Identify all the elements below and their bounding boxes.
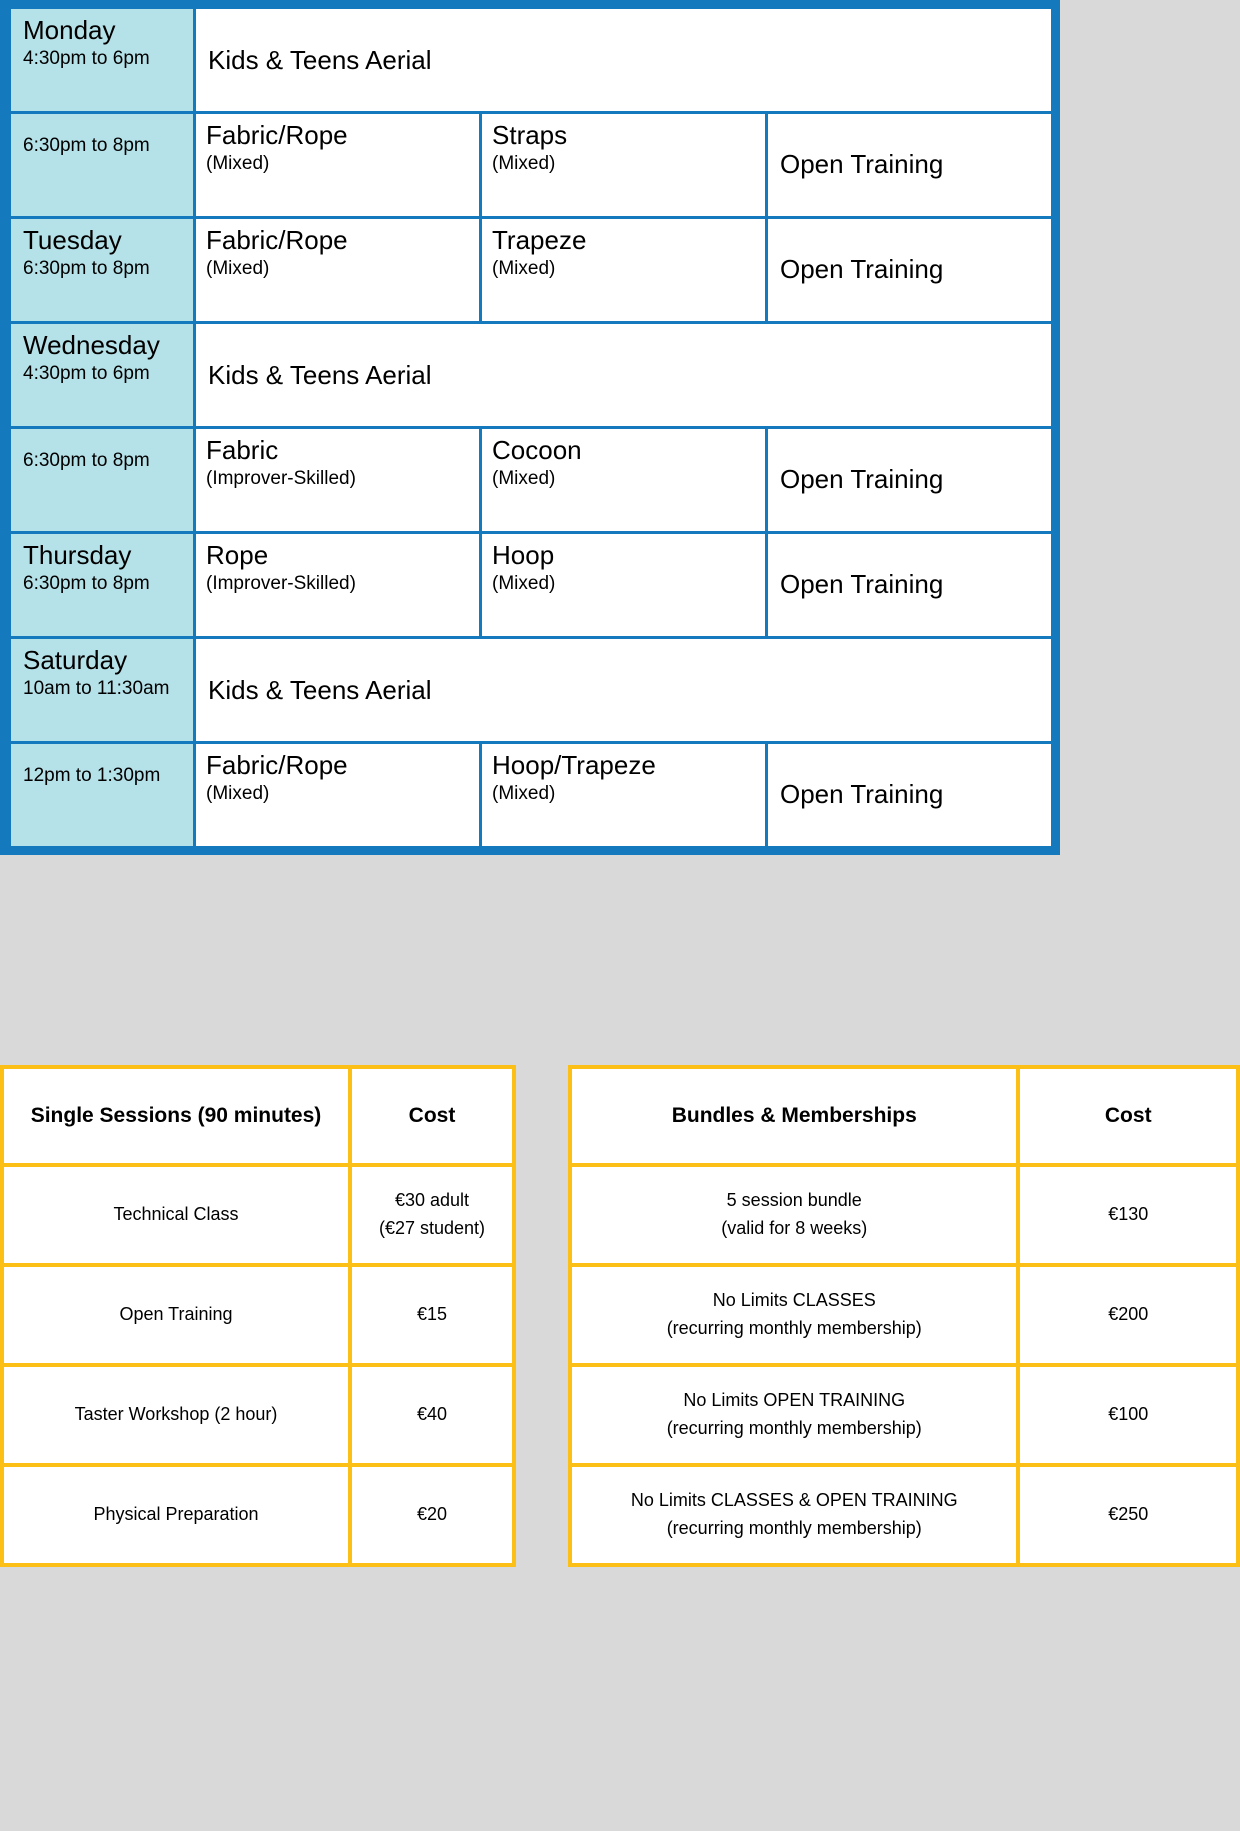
class-level: (Mixed) bbox=[492, 572, 556, 594]
table-row bbox=[10, 428, 1053, 533]
class-title: Rope bbox=[206, 540, 269, 570]
class-level: (Mixed) bbox=[206, 257, 270, 279]
price-item-line1: No Limits CLASSES & OPEN TRAINING bbox=[630, 1490, 958, 1511]
price-cost-value bbox=[350, 1165, 514, 1265]
schedule-class-cell bbox=[195, 533, 481, 638]
schedule-open-training-cell bbox=[767, 218, 1053, 323]
price-item-line1: No Limits CLASSES bbox=[712, 1290, 876, 1311]
table-row bbox=[10, 8, 1053, 113]
price-cost-value bbox=[1018, 1365, 1238, 1465]
schedule-class-cell bbox=[481, 218, 767, 323]
class-title: Fabric/Rope bbox=[206, 120, 348, 150]
day-name: Tuesday bbox=[23, 225, 122, 255]
schedule-day-cell bbox=[10, 428, 195, 533]
schedule-class-cell bbox=[481, 113, 767, 218]
price-cost-value bbox=[1018, 1265, 1238, 1365]
day-name: Saturday bbox=[23, 645, 128, 675]
schedule-day-cell bbox=[10, 743, 195, 848]
pricing-section bbox=[0, 1065, 1240, 1831]
class-title: Open Training bbox=[780, 149, 944, 180]
schedule-day-cell bbox=[10, 533, 195, 638]
price-cost-line1: €30 adult bbox=[394, 1190, 470, 1211]
class-title: Kids & Teens Aerial bbox=[208, 359, 432, 390]
column-header-bundles: Bundles & Memberships bbox=[570, 1067, 1018, 1165]
class-level: (Mixed) bbox=[206, 152, 270, 174]
day-name: Wednesday bbox=[23, 330, 160, 360]
schedule-day-cell bbox=[10, 113, 195, 218]
column-header-cost: Cost bbox=[1018, 1067, 1238, 1165]
day-name: Monday bbox=[23, 15, 116, 45]
price-item-line1: 5 session bundle bbox=[726, 1190, 862, 1211]
table-row bbox=[2, 1165, 514, 1265]
class-level: (Improver-Skilled) bbox=[206, 467, 356, 489]
schedule-day-cell bbox=[10, 638, 195, 743]
price-cost-value bbox=[350, 1265, 514, 1365]
table-row bbox=[2, 1465, 514, 1565]
class-level: (Mixed) bbox=[206, 782, 270, 804]
schedule-full-class-cell bbox=[195, 638, 1053, 743]
day-time: 6:30pm to 8pm bbox=[23, 450, 150, 471]
schedule-class-cell bbox=[195, 428, 481, 533]
price-cost-line1: €100 bbox=[1108, 1404, 1149, 1425]
weekly-schedule-table bbox=[0, 0, 1060, 855]
class-title: Fabric bbox=[206, 435, 279, 465]
table-row bbox=[570, 1165, 1238, 1265]
price-item-label bbox=[570, 1465, 1018, 1565]
price-item-label bbox=[570, 1365, 1018, 1465]
price-item-line2: (recurring monthly membership) bbox=[666, 1518, 922, 1538]
price-cost-line1: €130 bbox=[1108, 1204, 1149, 1225]
day-time: 6:30pm to 8pm bbox=[23, 257, 150, 279]
price-item-label bbox=[2, 1365, 350, 1465]
price-item-label bbox=[2, 1465, 350, 1565]
schedule-class-cell bbox=[195, 743, 481, 848]
price-item-label bbox=[2, 1165, 350, 1265]
schedule-class-cell bbox=[481, 533, 767, 638]
schedule-class-cell bbox=[481, 743, 767, 848]
table-row bbox=[10, 323, 1053, 428]
class-level: (Improver-Skilled) bbox=[206, 572, 356, 594]
day-time: 4:30pm to 6pm bbox=[23, 362, 150, 384]
price-item-line1: Physical Preparation bbox=[93, 1504, 259, 1525]
schedule-class-cell bbox=[481, 428, 767, 533]
table-row bbox=[10, 218, 1053, 323]
class-title: Kids & Teens Aerial bbox=[208, 674, 432, 705]
day-time: 10am to 11:30am bbox=[23, 677, 170, 699]
schedule-day-cell bbox=[10, 8, 195, 113]
table-row bbox=[10, 743, 1053, 848]
class-title: Hoop/Trapeze bbox=[492, 750, 656, 780]
price-item-line1: No Limits OPEN TRAINING bbox=[683, 1390, 906, 1411]
price-item-line2: (recurring monthly membership) bbox=[666, 1418, 922, 1438]
table-header-row bbox=[570, 1067, 1238, 1165]
schedule-open-training-cell bbox=[767, 533, 1053, 638]
day-time: 4:30pm to 6pm bbox=[23, 47, 150, 69]
column-header-single-sessions: Single Sessions (90 minutes) bbox=[2, 1067, 350, 1165]
class-title: Kids & Teens Aerial bbox=[208, 44, 432, 75]
price-cost-line1: €200 bbox=[1108, 1304, 1149, 1325]
price-item-label bbox=[2, 1265, 350, 1365]
class-title: Trapeze bbox=[492, 225, 587, 255]
price-item-line2: (valid for 8 weeks) bbox=[721, 1218, 868, 1238]
price-item-line1: Technical Class bbox=[113, 1204, 239, 1225]
class-title: Straps bbox=[492, 120, 568, 150]
schedule-full-class-cell bbox=[195, 8, 1053, 113]
price-cost-line1: €20 bbox=[416, 1504, 448, 1525]
table-row bbox=[10, 638, 1053, 743]
class-level: (Mixed) bbox=[492, 782, 556, 804]
price-item-line1: Taster Workshop (2 hour) bbox=[74, 1404, 278, 1425]
table-header-row bbox=[2, 1067, 514, 1165]
price-cost-line2: (€27 student) bbox=[378, 1218, 486, 1238]
schedule-full-class-cell bbox=[195, 323, 1053, 428]
class-title: Fabric/Rope bbox=[206, 750, 348, 780]
table-row bbox=[570, 1465, 1238, 1565]
price-cost-line1: €15 bbox=[416, 1304, 448, 1325]
single-sessions-table bbox=[0, 1065, 516, 1567]
class-title: Open Training bbox=[780, 254, 944, 285]
price-item-label bbox=[570, 1165, 1018, 1265]
class-level: (Mixed) bbox=[492, 467, 556, 489]
schedule-open-training-cell bbox=[767, 428, 1053, 533]
class-title: Fabric/Rope bbox=[206, 225, 348, 255]
price-cost-value bbox=[350, 1465, 514, 1565]
price-item-line2: (recurring monthly membership) bbox=[666, 1318, 922, 1338]
table-row bbox=[570, 1365, 1238, 1465]
price-cost-value bbox=[350, 1365, 514, 1465]
day-time: 6:30pm to 8pm bbox=[23, 572, 150, 594]
table-row bbox=[2, 1365, 514, 1465]
schedule-grid bbox=[8, 6, 1054, 849]
class-title: Open Training bbox=[780, 779, 944, 810]
table-row bbox=[10, 533, 1053, 638]
class-level: (Mixed) bbox=[492, 257, 556, 279]
bundles-memberships-table bbox=[568, 1065, 1240, 1567]
schedule-day-cell bbox=[10, 218, 195, 323]
class-title: Cocoon bbox=[492, 435, 582, 465]
class-level: (Mixed) bbox=[492, 152, 556, 174]
table-row bbox=[570, 1265, 1238, 1365]
price-item-line1: Open Training bbox=[119, 1304, 233, 1325]
schedule-class-cell bbox=[195, 218, 481, 323]
price-cost-line1: €250 bbox=[1108, 1504, 1149, 1525]
day-time: 6:30pm to 8pm bbox=[23, 135, 150, 156]
class-title: Open Training bbox=[780, 464, 944, 495]
class-title: Open Training bbox=[780, 569, 944, 600]
schedule-open-training-cell bbox=[767, 743, 1053, 848]
table-row bbox=[2, 1265, 514, 1365]
day-name: Thursday bbox=[23, 540, 132, 570]
schedule-open-training-cell bbox=[767, 113, 1053, 218]
price-cost-line1: €40 bbox=[416, 1404, 448, 1425]
price-cost-value bbox=[1018, 1465, 1238, 1565]
price-cost-value bbox=[1018, 1165, 1238, 1265]
column-header-cost: Cost bbox=[350, 1067, 514, 1165]
price-item-label bbox=[570, 1265, 1018, 1365]
day-time: 12pm to 1:30pm bbox=[23, 765, 161, 786]
class-title: Hoop bbox=[492, 540, 555, 570]
schedule-class-cell bbox=[195, 113, 481, 218]
schedule-day-cell bbox=[10, 323, 195, 428]
table-row bbox=[10, 113, 1053, 218]
